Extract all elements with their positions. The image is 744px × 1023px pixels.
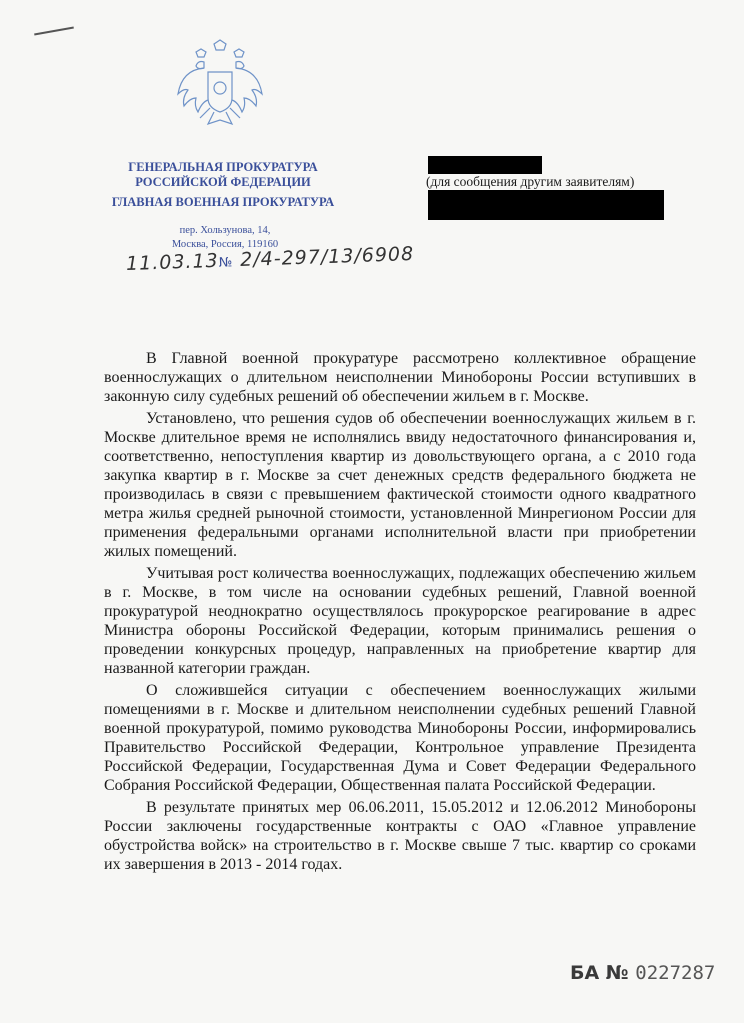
reference-number: 2/4-297/13/6908 xyxy=(239,242,415,272)
body-paragraph: В результате принятых мер 06.06.2011, 15.05.2012 и 12.06.2012 Минобороны России заключены государственные контракты с ОАО «Главное управление обустройства войск» на строительство в г. Москве свыше 7 тыс. квартир со сроками их завершения в 2013 - 2014 годах. xyxy=(104,799,696,873)
address-city: Москва, Россия, 119160 xyxy=(171,239,279,250)
organization-header xyxy=(88,160,358,210)
serial-value: 0227287 xyxy=(635,962,716,984)
org-name-line1: ГЕНЕРАЛЬНАЯ ПРОКУРАТУРА xyxy=(128,160,318,174)
letter-body xyxy=(104,349,696,877)
redaction-bar xyxy=(428,190,664,220)
redaction-bar xyxy=(428,156,542,174)
recipient-note: (для сообщения другим заявителям) xyxy=(426,174,635,189)
address-street: пер. Хользунова, 14, xyxy=(179,225,271,236)
body-paragraph: Учитывая рост количества военнослужащих, подлежащих обеспечению жильем в г. Москве, в том числе на основании судебных решений, Главной военной прокуратурой неоднократно осуществлялось прокурорское реагирование в адрес Министра обороны Российской Федерации, которым принимались решения о проведении конкурсных процедур, направленных на приобретение квартир для названной категории граждан. xyxy=(104,565,696,677)
org-name-line3: ГЛАВНАЯ ВОЕННАЯ ПРОКУРАТУРА xyxy=(111,195,335,209)
body-paragraph: Установлено, что решения судов об обеспечении военнослужащих жильем в г. Москве длительное время не исполнялись ввиду недостаточного финансирования и, соответственно, непоступления квартир из довольствующего органа, а с 2010 года закупка квартир в г. Москве за счет денежных средств федерального бюджета не производилась в связи с превышением фактической стоимости одного квадратного метра жилья средней рыночной стоимости, установленной Минрегионом России для применения федеральными органами исполнительной власти при приобретении жилых помещений. xyxy=(104,410,696,560)
coat-of-arms-icon xyxy=(174,38,266,142)
body-paragraph: О сложившейся ситуации с обеспечением военнослужащих жилыми помещениями в г. Москве и длительном неисполнении судебных решений Главной военной прокуратурой, помимо руководства Минобороны России, информировались Правительство Российской Федерации, Контрольное управление Президента Российской Федерации, Государственная Дума и Совет Федерации Федерального Собрания Российской Федерации, Общественная палата Российской Федерации. xyxy=(104,682,696,794)
reference-date: 11.03.13 xyxy=(125,249,220,276)
reference-number-sign: № xyxy=(218,255,234,271)
form-serial-number xyxy=(570,962,715,984)
serial-label: БА № xyxy=(570,962,629,984)
scan-mark xyxy=(34,27,74,36)
org-name-line2: РОССИЙСКОЙ ФЕДЕРАЦИИ xyxy=(135,175,311,189)
body-paragraph: В Главной военной прокуратуре рассмотрено коллективное обращение военнослужащих о длительном неисполнении Минобороны России вступивших в законную силу судебных решений об обеспечении жильем в г. Москве. xyxy=(104,350,696,405)
